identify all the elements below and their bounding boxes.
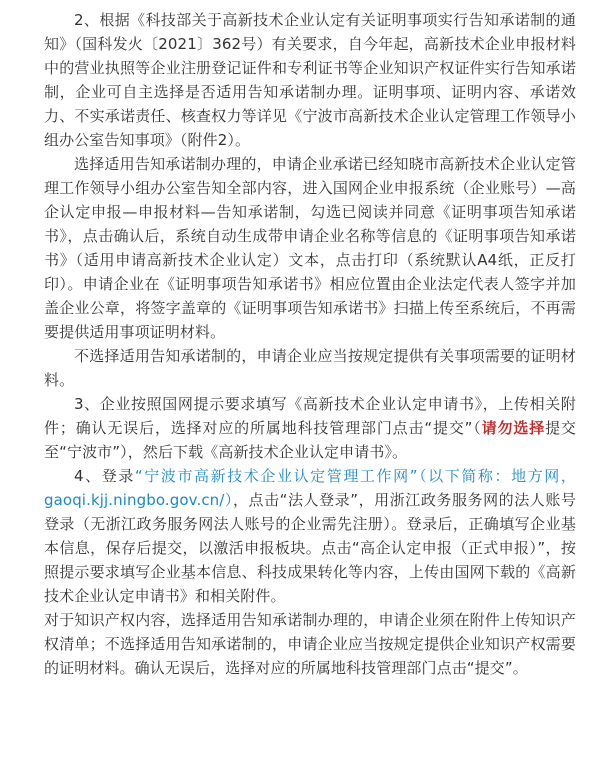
paragraph-item-3 xyxy=(44,392,576,464)
paragraph-item-2: 2、根据《科技部关于高新技术企业认定有关证明事项实行告知承诺制的通知》（国科发火〔2021〕362号）有关要求，自今年起，高新技术企业申报材料中的营业执照等企业注册登记证件和专利证书等企业知识产权证件实行告知承诺制，企业可自主选择是否适用告知承诺制办理。证明事项、证明内容、承诺效力、不实承诺责任、核查权力等详见《宁波市高新技术企业认定管理工作领导小组办公室告知事项》（附件2）。 xyxy=(44,11,576,149)
paragraph-ip-content: 对于知识产权内容，选择适用告知承诺制办理的，申请企业须在附件上传知识产权清单；不选择适用告知承诺制的，申请企业应当按规定提供企业知识产权需要的证明材料。确认无误后，选择对应的所属地科技管理部门点击“提交”。 xyxy=(44,611,576,677)
article-body xyxy=(44,8,576,680)
item-4-text-after: ，点击“法人登录”，用浙江政务服务网的法人账号登录（无浙江政务服务网法人账号的企业需先注册）。登录后，正确填写企业基本信息，保存后提交，以激活申报板块。点击“高企认定申报（正式申报）”，按照提示要求填写企业基本信息、科技成果转化等内容，上传由国网下载的《高新技术企业认定申请书》和相关附件。 xyxy=(44,491,576,605)
item-4-text-before: 4、登录 xyxy=(74,467,135,485)
paragraph-item-4 xyxy=(44,464,576,608)
paragraph-commitment-option: 选择适用告知承诺制办理的，申请企业承诺已经知晓市高新技术企业认定管理工作领导小组办公室告知全部内容，进入国网企业申报系统（企业账号）—高企认定申报—申报材料—告知承诺制，勾选已阅读并同意《证明事项告知承诺书》，点击确认后，系统自动生成带申请企业名称等信息的《证明事项告知承诺书》（适用申请高新技术企业认定）文本，点击打印（系统默认A4纸，正反打印）。申请企业在《证明事项告知承诺书》相应位置由企业法定代表人签字并加盖企业公章，将签字盖章的《证明事项告知承诺书》扫描上传至系统后，不再需要提供适用事项证明材料。 xyxy=(44,155,576,341)
do-not-select-warning: 请勿选择 xyxy=(481,419,546,437)
paragraph-no-commitment-option: 不选择适用告知承诺制的，申请企业应当按规定提供有关事项需要的证明材料。 xyxy=(44,347,576,389)
item-3-text-before: 3、企业按照国网提示要求填写《高新技术企业认定申请书》，上传相关附件；确认无误后，选择对应的所属地科技管理部门点击“提交”（ xyxy=(44,395,576,437)
local-website-link[interactable]: “宁波市高新技术企业认定管理工作网”（以下简称：地方网，gaoqi.kjj.ningbo.gov.cn/） xyxy=(44,467,576,509)
item-3-text-after: 提交至“宁波市”），然后下载《高新技术企业认定申请书》。 xyxy=(44,419,577,461)
